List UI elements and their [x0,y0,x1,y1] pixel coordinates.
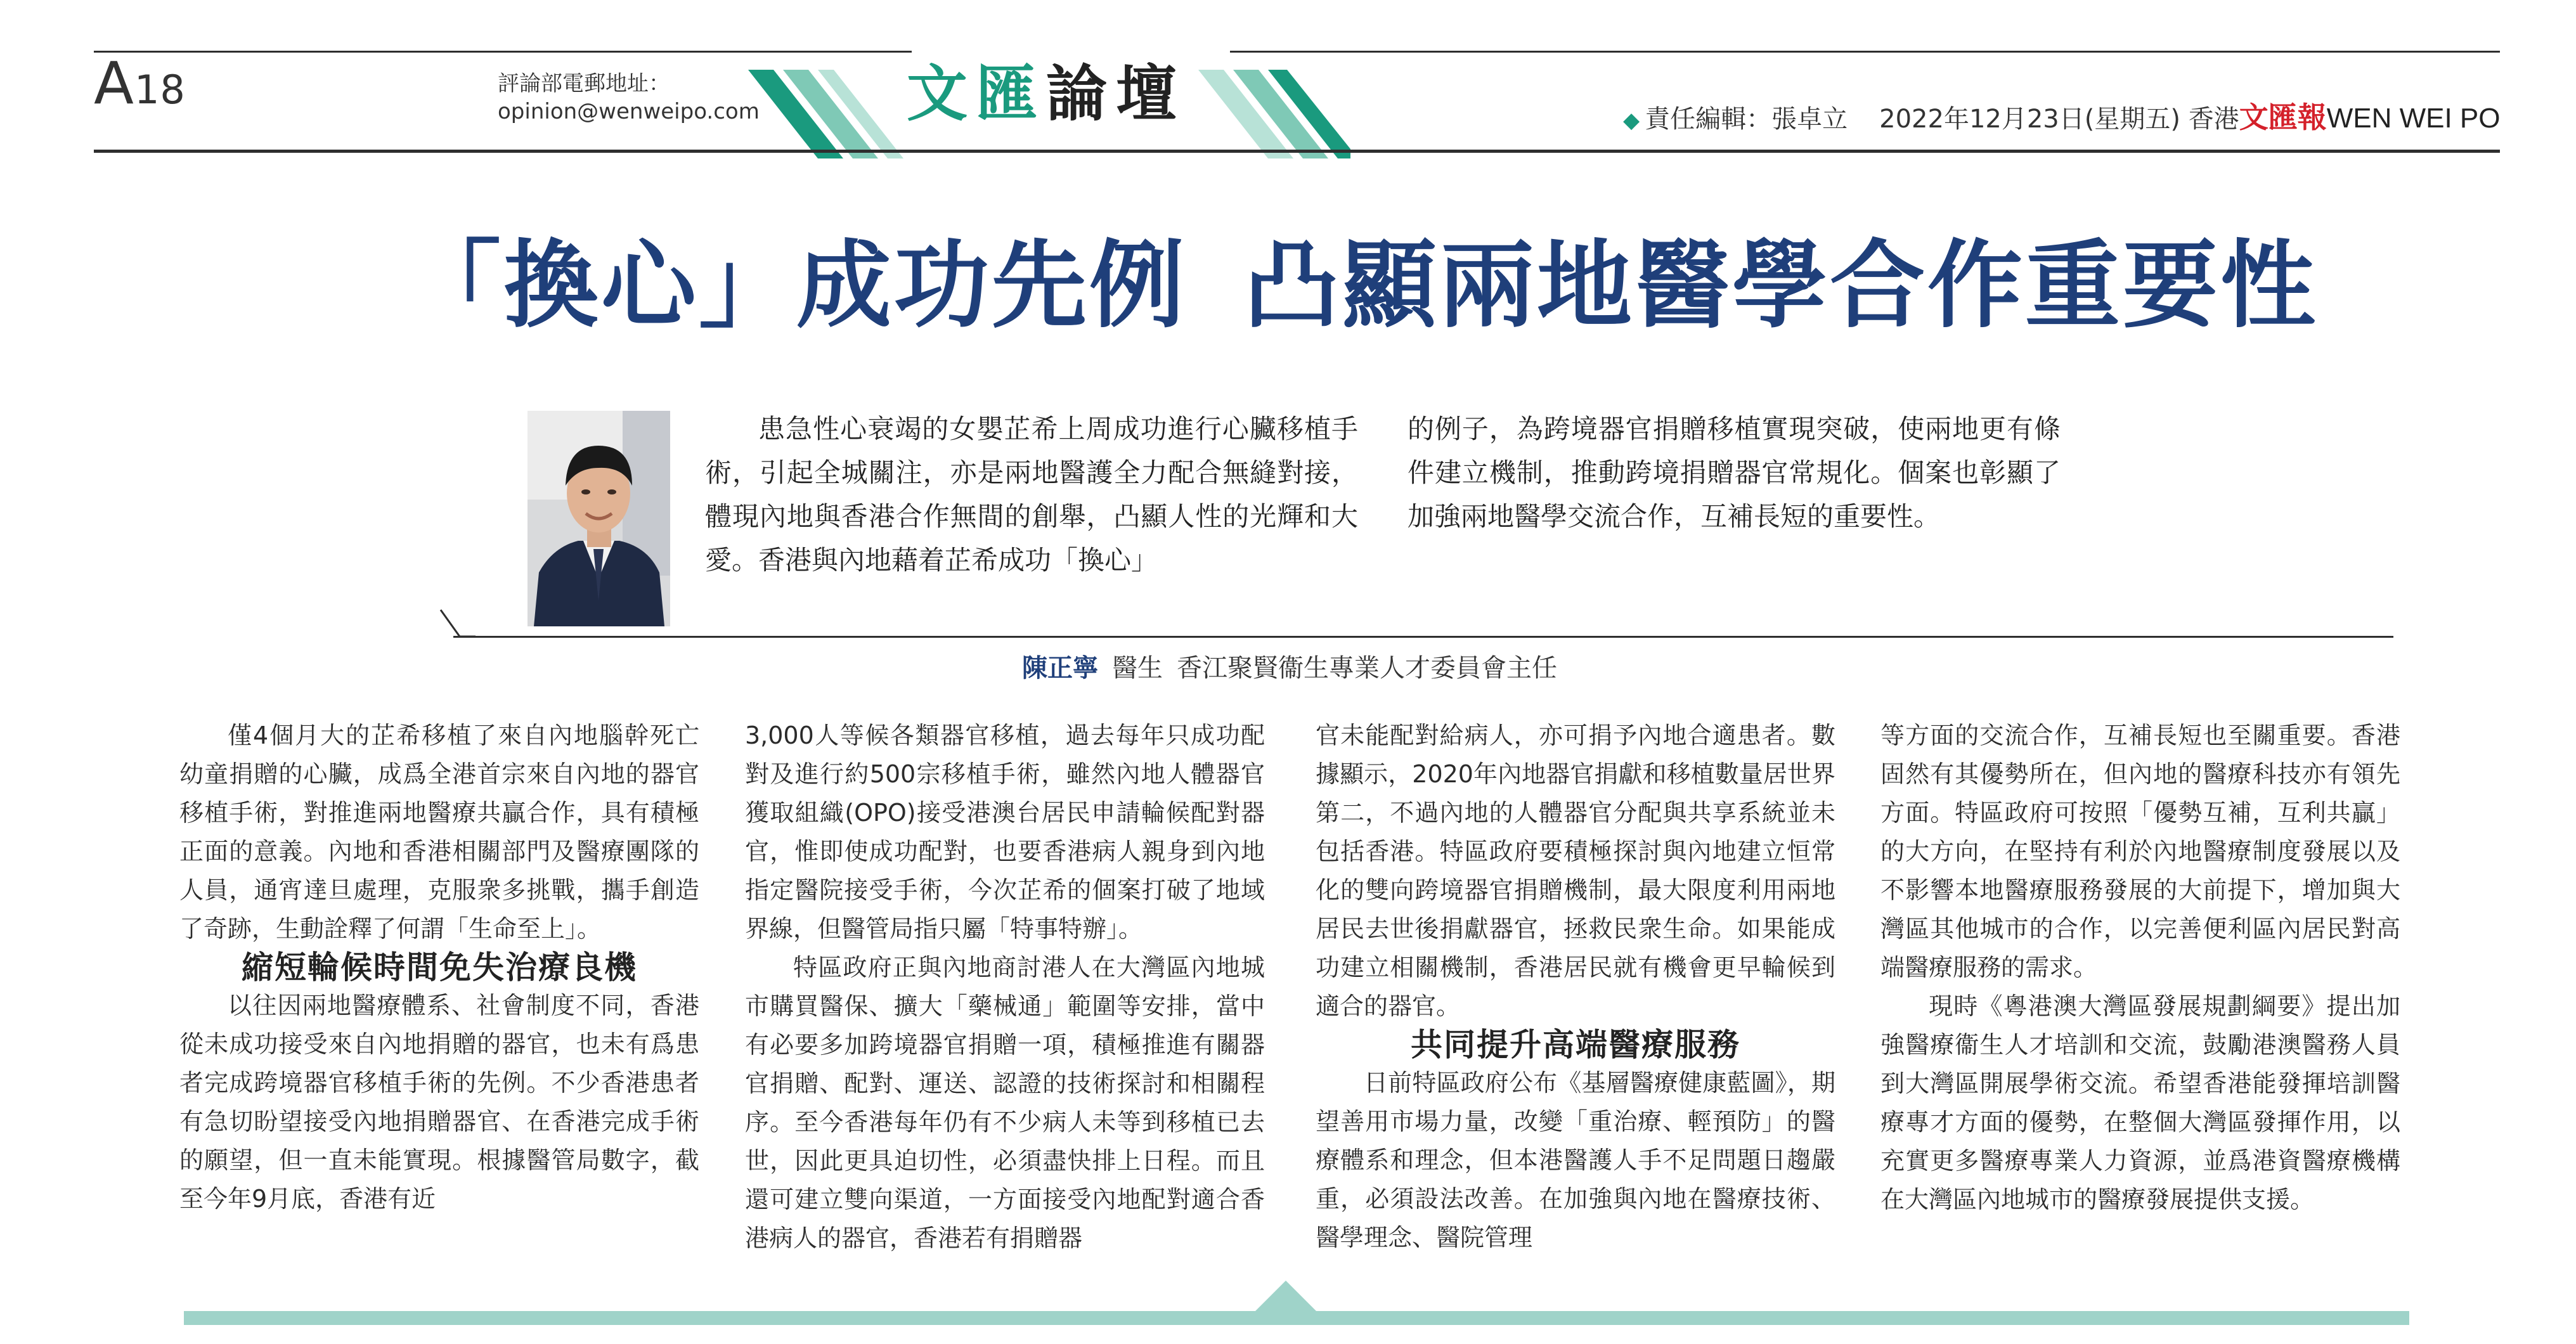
author-portrait-icon [527,411,670,626]
author-photo [527,411,670,626]
author-name: 陳正寧 [1022,654,1098,683]
body-paragraph: 僅4個月大的芷希移植了來自內地腦幹死亡幼童捐贈的心臟，成爲全港首宗來自內地的器官移植手術，對推進兩地醫療共贏合作，具有積極正面的意義。內地和香港相關部門及醫療團隊的人員，通宵達旦處理，克服衆多挑戰，攜手創造了奇跡，生動詮釋了何謂「生命至上」。 [179,721,699,943]
issue-date: 2022年12月23日(星期五) [1879,105,2180,134]
diamond-icon: ◆ [1623,108,1640,133]
header-divider [94,150,2500,153]
footer-bar [184,1311,2409,1325]
headline-part2: 凸顯兩地醫學合作重要性 [1244,229,2319,341]
intro-paragraph-col2: 的例子，為跨境器官捐贈移植實現突破，使兩地更有條件建立機制，推動跨境捐贈器官常規化。個案也彰顯了加強兩地醫學交流合作，互補長短的重要性。 [1408,413,2061,532]
body-paragraph: 日前特區政府公布《基層醫療健康藍圖》，期望善用市場力量，改變「重治療、輕預防」的醫療體系和理念，但本港醫護人手不足問題日趨嚴重，必須設法改善。在加強與內地在醫療技術、醫學理念、醫院管理 [1316,1069,1835,1251]
editor-credit: 責任編輯：張卓立 [1645,105,1848,134]
intro-rule-hook [437,609,476,639]
subheading-1: 縮短輪候時間免失治療良機 [242,949,637,986]
region-label: 香港 [2188,105,2239,134]
body-column-2 [745,716,1265,1258]
intro-divider [453,636,2393,638]
body-paragraph: 特區政府正與內地商討港人在大灣區內地城市購買醫保、擴大「藥械通」範圍等安排，當中有必要多加跨境器官捐贈一項，積極推進有關器官捐贈、配對、運送、認證的技術探討和相關程序。至今香港每年仍有不少病人未等到移植已去世，因此更具迫切性，必須盡快排上日程。而且還可建立雙向渠道，一方面接受內地配對適合香港病人的器官，香港若有捐贈器 [745,953,1265,1252]
body-paragraph: 以往因兩地醫療體系、社會制度不同，香港從未成功接受來自內地捐贈的器官，也未有爲患者完成跨境器官移植手術的先例。不少香港患者有急切盼望接受內地捐贈器官、在香港完成手術的願望，但一直未能實現。根據醫管局數字，截至今年9月底，香港有近 [179,992,699,1213]
body-paragraph: 現時《粵港澳大灣區發展規劃綱要》提出加強醫療衞生人才培訓和交流，鼓勵港澳醫務人員到大灣區開展學術交流。希望香港能發揮培訓醫療專才方面的優勢，在整個大灣區發揮作用，以充實更多醫療專業人力資源，並爲港資醫療機構在大灣區內地城市的醫療發展提供支援。 [1880,992,2400,1213]
byline [1022,653,1557,683]
body-column-4 [1880,716,2400,1219]
page-number [94,49,186,117]
body-column-3 [1316,716,1835,1257]
column-name-part2: 論壇 [1046,58,1186,129]
author-title: 醫生 [1112,654,1163,683]
contact-label: 評論部電郵地址： [498,71,670,96]
intro-paragraph-col1: 患急性心衰竭的女嬰芷希上周成功進行心臟移植手術，引起全城關注，亦是兩地醫護全力配合無縫對接，體現內地與香港合作無間的創舉，凸顯人性的光輝和大愛。香港與內地藉着芷希成功「換心」 [705,413,1358,576]
subheading-2: 共同提升高端醫療服務 [1411,1026,1740,1063]
column-name-part1: 文匯 [907,58,1046,129]
author-affiliation: 香江聚賢衞生專業人才委員會主任 [1177,654,1557,683]
body-paragraph: 官未能配對給病人，亦可捐予內地合適患者。數據顯示，2020年內地器官捐獻和移植數量居世界第二，不過內地的人體器官分配與共享系統並未包括香港。特區政府要積極探討與內地建立恒常化的雙向跨境器官捐贈機制，最大限度利用兩地居民去世後捐獻器官，拯救民衆生命。如果能成功建立相關機制，香港居民就有機會更早輪候到適合的器官。 [1316,721,1835,1020]
column-name [907,58,1186,129]
header-meta [1623,100,2501,134]
page-number-value: 18 [134,67,186,113]
article-headline [406,229,2319,341]
header-top-rule-right [1230,51,2500,53]
contact-email[interactable]: opinion@wenweipo.com [498,99,760,124]
footer-triangle-decoration [1255,1281,1316,1311]
body-paragraph: 3,000人等候各類器官移植，過去每年只成功配對及進行約500宗移植手術，雖然內地人體器官獲取組織(OPO)接受港澳台居民申請輪候配對器官，惟即使成功配對，也要香港病人親身到內地指定醫院接受手術，今次芷希的個案打破了地域界線，但醫管局指只屬「特事特辦」。 [745,721,1265,943]
header-top-rule-left [94,51,912,53]
brand-logo-en: WEN WEI PO [2326,103,2501,134]
headline-part1: 「換心」成功先例 [406,229,1188,341]
body-column-1 [179,716,699,1218]
brand-logo-cn: 文匯報 [2239,100,2327,134]
page-number-prefix: A [94,49,134,117]
body-paragraph: 等方面的交流合作，互補長短也至關重要。香港固然有其優勢所在，但內地的醫療科技亦有領先方面。特區政府可按照「優勢互補，互利共贏」的大方向，在堅持有利於內地醫療制度發展以及不影響本地醫療服務發展的大前提下，增加與大灣區其他城市的合作，以完善便利區內居民對高端醫療服務的需求。 [1880,721,2400,981]
